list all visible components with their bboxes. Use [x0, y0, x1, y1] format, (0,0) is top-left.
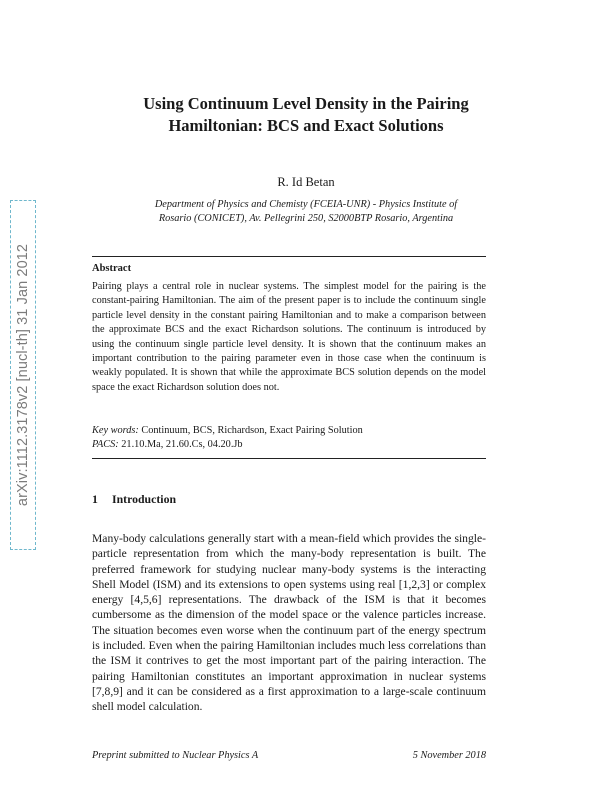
title-line-2: Hamiltonian: BCS and Exact Solutions — [168, 116, 444, 135]
introduction-paragraph: Many-body calculations generally start with a mean-field which provides the single-particle representation from which the many-body representation is built. The preferred framework for studying nuclear many-body systems is the interacting Shell Model (ISM) and its extensions to open systems using real [1,2,3] or complex energy [4,5,6] representations. The drawback of the ISM is that it becomes cumbersome as the dimension of the model space or the valence particles increase. The situation becomes even worse when the continuum part of the energy spectrum is included. Even when the pairing Hamiltonian includes much less correlations than the ISM it contrives to get the most important part of the pairing interaction. The pairing Hamiltonian constitutes an important approximation in nuclear systems [7,8,9] and it can be considered as a first approximation to a large-scale continuum shell model calculation. — [92, 532, 486, 714]
arxiv-stamp-text: arXiv:1112.3178v2 [nucl-th] 31 Jan 2012 — [15, 243, 31, 507]
keywords-label: Key words: — [92, 425, 139, 436]
keywords-line — [92, 424, 486, 438]
abstract-text: Pairing plays a central role in nuclear systems. The simplest model for the pairing is the constant-pairing Hamiltonian. The aim of the present paper is to include the continuum single particle level density in the constant pairing Hamiltonian and to make a comparison between the approximate BCS and the exact Richardson solutions. The continuum is introduced by using the continuum single particle level density. It is shown that the continuum makes an important contribution to the pairing parameter even in those case when the continuum is weakly populated. It is shown that while the approximate BCS solution depends on the model space the exact Richardson solution does not. — [92, 281, 486, 393]
keywords-block — [92, 424, 486, 452]
paper-title — [80, 93, 532, 137]
keywords-value: Continuum, BCS, Richardson, Exact Pairing Solution — [141, 425, 363, 436]
affiliation-line-1: Department of Physics and Chemisty (FCEIA-UNR) - Physics Institute of — [154, 199, 458, 210]
page-footer — [92, 750, 486, 761]
abstract-heading: Abstract — [92, 263, 132, 274]
section-title: Introduction — [112, 492, 177, 506]
author-affiliation — [90, 198, 522, 226]
section-heading-introduction — [92, 492, 176, 507]
pacs-line — [92, 438, 486, 452]
section-number: 1 — [92, 492, 98, 506]
abstract-bottom-rule — [92, 458, 486, 459]
affiliation-line-2: Rosario (CONICET), Av. Pellegrini 250, S2000BTP Rosario, Argentina — [158, 213, 454, 224]
title-line-1: Using Continuum Level Density in the Pairing — [143, 94, 469, 113]
author-name: R. Id Betan — [277, 175, 335, 189]
pacs-value: 21.10.Ma, 21.60.Cs, 04.20.Jb — [121, 439, 243, 450]
pacs-label: PACS: — [92, 439, 119, 450]
arxiv-identifier-stamp — [10, 200, 36, 550]
footer-preprint-note: Preprint submitted to Nuclear Physics A — [92, 750, 259, 761]
footer-date: 5 November 2018 — [412, 750, 486, 761]
abstract-top-rule — [92, 256, 486, 257]
